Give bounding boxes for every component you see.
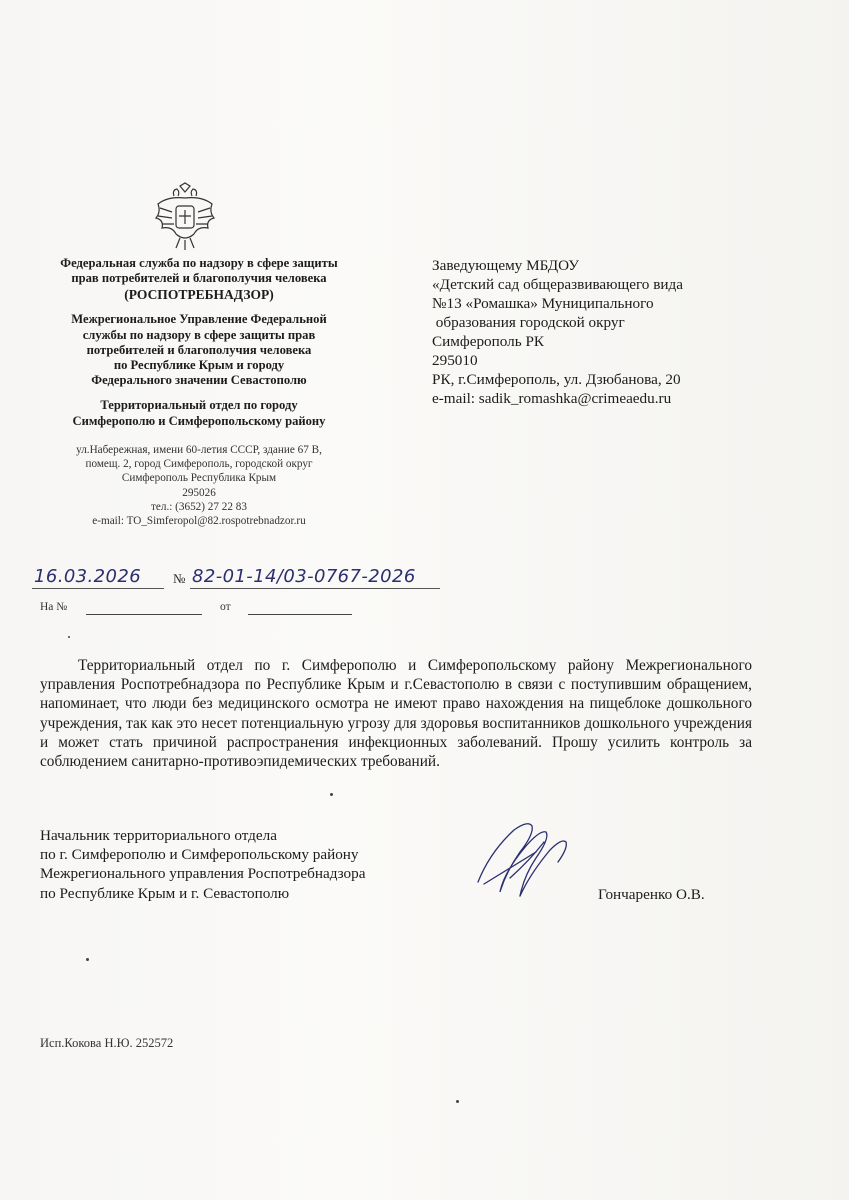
regional-line: Межрегиональное Управление Федеральной bbox=[71, 312, 327, 327]
recipient-email: e-mail: sadik_romashka@crimeaedu.ru bbox=[432, 390, 672, 407]
scan-speck bbox=[456, 1100, 459, 1103]
ot-underline bbox=[248, 614, 352, 615]
na-underline bbox=[86, 614, 202, 615]
executor-line: Исп.Кокова Н.Ю. 252572 bbox=[40, 1036, 174, 1050]
address-line: ул.Набережная, имени 60-летия СССР, здание 67 В, bbox=[76, 443, 322, 456]
department-line: Территориальный отдел по городу bbox=[100, 398, 298, 413]
regional-line: потребителей и благополучия человека bbox=[86, 342, 312, 357]
department-line: Симферополю и Симферопольскому району bbox=[72, 413, 326, 428]
org-line: Федеральная служба по надзору в сфере защиты bbox=[60, 256, 338, 270]
number-sign: № bbox=[173, 571, 186, 586]
scan-speck bbox=[68, 636, 70, 638]
scan-speck bbox=[330, 793, 333, 796]
coat-of-arms-icon bbox=[152, 182, 218, 252]
recipient-postal-code: 295010 bbox=[432, 352, 478, 369]
handwritten-signature bbox=[470, 812, 590, 904]
regional-line: Федерального значении Севастополю bbox=[91, 373, 307, 388]
recipient-line: №13 «Ромашка» Муниципального bbox=[432, 295, 654, 312]
outgoing-reference bbox=[32, 566, 452, 596]
date-underline bbox=[32, 588, 164, 589]
signer-name: Гончаренко О.В. bbox=[598, 886, 705, 903]
phone-number: тел.: (3652) 27 22 83 bbox=[151, 501, 247, 514]
org-abbreviation: (РОСПОТРЕБНАДЗОР) bbox=[124, 287, 274, 303]
signature-title-block bbox=[40, 826, 420, 903]
sender-header bbox=[30, 256, 368, 529]
signer-title-line: по г. Симферополю и Симферопольскому району bbox=[40, 846, 359, 864]
sender-regional-office bbox=[30, 312, 368, 388]
ot-label: от bbox=[220, 601, 231, 613]
recipient-line: Симферополь РК bbox=[432, 333, 545, 350]
signer-title-line: по Республике Крым и г. Севастополю bbox=[40, 884, 290, 902]
handwritten-number: 82-01-14/03-0767-2026 bbox=[192, 566, 416, 587]
recipient-line: «Детский сад общеразвивающего вида bbox=[432, 276, 683, 293]
recipient-line: образования городской округ bbox=[432, 314, 625, 331]
recipient-block bbox=[432, 256, 752, 408]
sender-address bbox=[30, 443, 368, 529]
address-line: Симферополь Республика Крым bbox=[121, 472, 277, 485]
recipient-address: РК, г.Симферополь, ул. Дзюбанова, 20 bbox=[432, 371, 681, 388]
handwritten-date: 16.03.2026 bbox=[34, 566, 142, 587]
signer-title-line: Межрегионального управления Роспотребнадзора bbox=[40, 865, 366, 883]
regional-line: службы по надзору в сфере защиты прав bbox=[82, 327, 316, 342]
org-line: прав потребителей и благополучия человека bbox=[71, 271, 327, 286]
sender-department bbox=[30, 398, 368, 428]
scan-speck bbox=[86, 958, 89, 961]
signer-title-line: Начальник территориального отдела bbox=[40, 827, 277, 844]
letter-body: Территориальный отдел по г. Симферополю и Симферопольскому району Межрегионального управления Роспотребнадзора по Республике Крым и г.Севастополю в связи с поступившим обращением, напоминает, что люди без медицинского осмотра не имеют право нахождения на пищеблоке дошкольного учреждения, так как это несет потенциальную угрозу для здоровья воспитанников дошкольного учреждения и может стать причиной распространения инфекционных заболеваний. Прошу усилить контроль за соблюдением санитарно-противоэпидемических требований. bbox=[40, 657, 752, 771]
regional-line: по Республике Крым и городу bbox=[113, 358, 285, 373]
na-label: На № bbox=[40, 601, 68, 613]
recipient-line: Заведующему МБДОУ bbox=[432, 257, 579, 274]
sender-organization bbox=[30, 256, 368, 303]
number-underline bbox=[190, 588, 440, 589]
sender-email: e-mail: TO_Simferopol@82.rospotrebnadzor.ru bbox=[92, 515, 306, 528]
postal-code: 295026 bbox=[182, 486, 216, 499]
address-line: помещ. 2, город Симферополь, городской округ bbox=[85, 458, 313, 471]
